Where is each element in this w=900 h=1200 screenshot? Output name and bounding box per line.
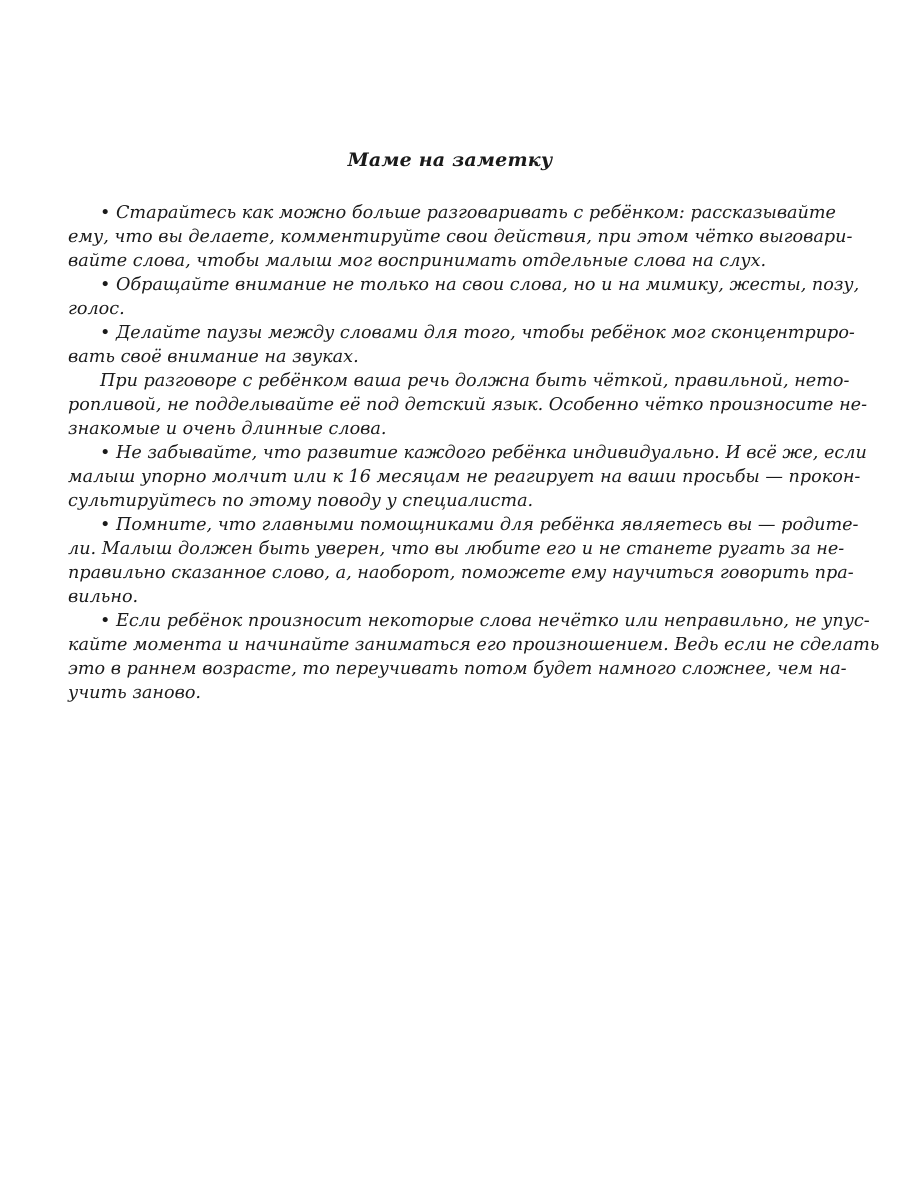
text-line: учить заново. — [68, 683, 202, 703]
text-line: вильно. — [68, 587, 139, 607]
paragraph-3 — [68, 321, 855, 369]
text-line: • Старайтесь как можно больше разговаривать с ребёнком: рассказывайте — [100, 203, 836, 223]
text-line: правильно сказанное слово, а, наоборот, поможете ему научиться говорить пра- — [68, 563, 854, 583]
text-line: • Помните, что главными помощниками для ребёнка являетесь вы — родите- — [100, 515, 859, 535]
text-line: малыш упорно молчит или к 16 месяцам не реагирует на ваши просьбы — прокон- — [68, 467, 861, 487]
paragraph-6 — [68, 513, 859, 609]
paragraph-4 — [68, 369, 868, 441]
text-line: ему, что вы делаете, комментируйте свои действия, при этом чётко выговари- — [68, 227, 853, 247]
text-line: сультируйтесь по этому поводу у специалиста. — [68, 491, 534, 511]
page-title: Маме на заметку — [347, 149, 553, 171]
text-line: • Делайте паузы между словами для того, чтобы ребёнок мог сконцентриро- — [100, 323, 855, 343]
text-line: вать своё внимание на звуках. — [68, 347, 359, 367]
text-line: • Обращайте внимание не только на свои слова, но и на мимику, жесты, позу, — [100, 275, 860, 295]
paragraph-2 — [68, 273, 860, 321]
text-line: ли. Малыш должен быть уверен, что вы любите его и не станете ругать за не- — [68, 539, 845, 559]
body-text — [68, 201, 880, 705]
text-line: вайте слова, чтобы малыш мог воспринимать отдельные слова на слух. — [68, 251, 767, 271]
paragraph-1 — [68, 201, 853, 273]
text-line: голос. — [68, 299, 125, 319]
text-line: это в раннем возрасте, то переучивать потом будет намного сложнее, чем на- — [68, 659, 847, 679]
text-line: • Если ребёнок произносит некоторые слова нечётко или неправильно, не упус- — [100, 611, 870, 631]
paragraph-7 — [68, 609, 880, 705]
text-line: знакомые и очень длинные слова. — [68, 419, 387, 439]
text-line: ропливой, не подделывайте её под детский язык. Особенно чётко произносите не- — [68, 395, 868, 415]
paragraph-5 — [68, 441, 867, 513]
text-line: При разговоре с ребёнком ваша речь должна быть чёткой, правильной, нето- — [100, 371, 850, 391]
text-line: • Не забывайте, что развитие каждого ребёнка индивидуально. И всё же, если — [100, 443, 867, 463]
text-line: кайте момента и начинайте заниматься его произношением. Ведь если не сделать — [68, 635, 880, 655]
